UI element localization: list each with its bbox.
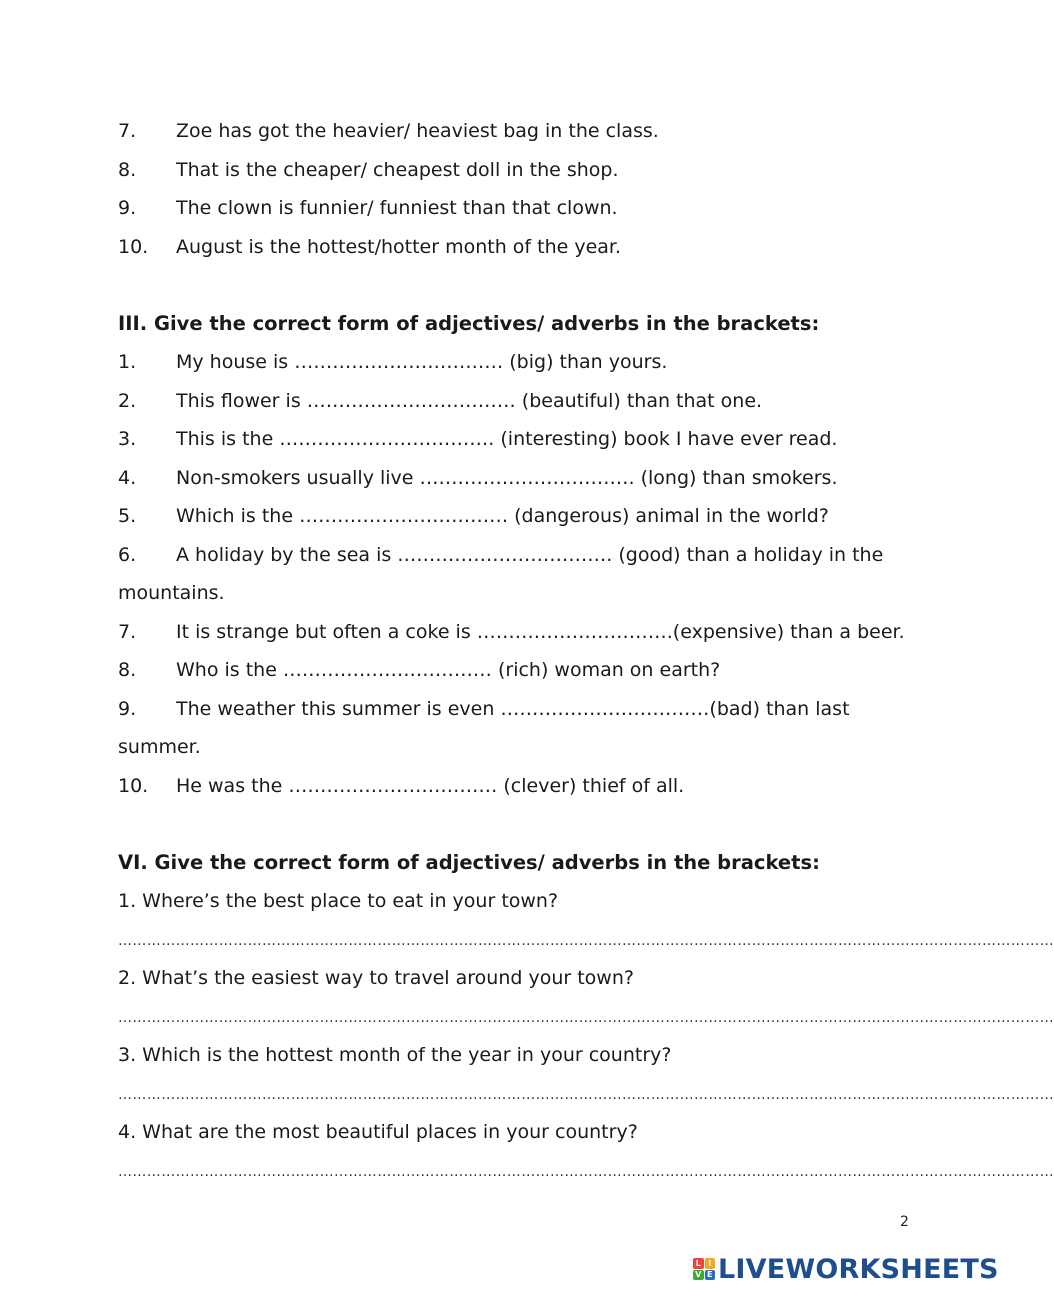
item-text: That is the cheaper/ cheapest doll in the shop. bbox=[176, 159, 619, 181]
item-text: Non-smokers usually live ……………………………. (long) than smokers. bbox=[176, 467, 838, 489]
item-text: This is the ……………………………. (interesting) book I have ever read. bbox=[176, 428, 838, 450]
item-text: Who is the …………………………… (rich) woman on earth? bbox=[176, 659, 721, 681]
item-number: 8. bbox=[118, 159, 137, 181]
page-number: 2 bbox=[900, 1214, 909, 1230]
logo-tile-e: E bbox=[705, 1270, 716, 1281]
logo-tile-v: V bbox=[693, 1270, 704, 1281]
section-vi-heading: VI. Give the correct form of adjectives/ adverbs in the brackets: bbox=[118, 851, 820, 874]
item-text: My house is …………………………… (big) than yours. bbox=[176, 351, 668, 373]
answer-line-3: …………………………………………………………………………………………………………………………………………………………………………… bbox=[118, 1087, 1054, 1103]
vi-question-4: 4. What are the most beautiful places in your country? bbox=[118, 1121, 638, 1143]
item-text: mountains. bbox=[118, 582, 225, 604]
iii-item-10 bbox=[118, 774, 684, 798]
item-text: This flower is …………………………… (beautiful) than that one. bbox=[176, 390, 763, 412]
iii-item-4 bbox=[118, 466, 838, 490]
iii-item-3 bbox=[118, 427, 837, 451]
item-number: 3. bbox=[118, 428, 137, 450]
prev-item-9 bbox=[118, 196, 618, 220]
iii-item-9 bbox=[118, 697, 850, 721]
iii-item-6 bbox=[118, 543, 883, 567]
vi-question-2: 2. What’s the easiest way to travel around your town? bbox=[118, 967, 634, 989]
prev-item-7 bbox=[118, 119, 659, 143]
item-number: 7. bbox=[118, 120, 137, 142]
item-text: He was the …………………………… (clever) thief of all. bbox=[176, 775, 685, 797]
vi-question-3: 3. Which is the hottest month of the year in your country? bbox=[118, 1044, 672, 1066]
logo-tile-i: I bbox=[705, 1258, 716, 1269]
item-number: 10. bbox=[118, 236, 149, 258]
iii-item-1 bbox=[118, 350, 667, 374]
item-number: 2. bbox=[118, 390, 137, 412]
section-iii-heading: III. Give the correct form of adjectives/ adverbs in the brackets: bbox=[118, 312, 820, 335]
answer-line-2: …………………………………………………………………………………………………………………………………………………………………………… bbox=[118, 1010, 1054, 1026]
item-number: 10. bbox=[118, 775, 149, 797]
item-number: 9. bbox=[118, 197, 137, 219]
iii-item-8 bbox=[118, 658, 720, 682]
iii-item-9-continuation bbox=[118, 735, 201, 759]
item-number: 5. bbox=[118, 505, 137, 527]
prev-item-10 bbox=[118, 235, 621, 259]
item-text: summer. bbox=[118, 736, 201, 758]
liveworksheets-logo[interactable] bbox=[693, 1252, 999, 1286]
item-text: August is the hottest/hotter month of the year. bbox=[176, 236, 622, 258]
item-number: 7. bbox=[118, 621, 137, 643]
item-number: 8. bbox=[118, 659, 137, 681]
item-text: Zoe has got the heavier/ heaviest bag in the class. bbox=[176, 120, 659, 142]
iii-item-2 bbox=[118, 389, 762, 413]
liveworksheets-logo-icon bbox=[693, 1258, 715, 1280]
item-text: The clown is funnier/ funniest than that clown. bbox=[176, 197, 618, 219]
item-text: The weather this summer is even ……………………………(bad) than last bbox=[176, 698, 850, 720]
item-number: 1. bbox=[118, 351, 137, 373]
item-number: 9. bbox=[118, 698, 137, 720]
logo-text: LIVEWORKSHEETS bbox=[718, 1253, 999, 1285]
answer-line-4: …………………………………………………………………………………………………………………………………………………………………………… bbox=[118, 1164, 1054, 1180]
vi-question-1: 1. Where’s the best place to eat in your town? bbox=[118, 890, 559, 912]
iii-item-6-continuation bbox=[118, 581, 225, 605]
iii-item-7 bbox=[118, 620, 905, 644]
item-number: 4. bbox=[118, 467, 137, 489]
item-text: It is strange but often a coke is ………………………….(expensive) than a beer. bbox=[176, 621, 905, 643]
item-text: A holiday by the sea is ……………………………. (good) than a holiday in the bbox=[176, 544, 884, 566]
iii-item-5 bbox=[118, 504, 829, 528]
item-number: 6. bbox=[118, 544, 137, 566]
item-text: Which is the …………………………… (dangerous) animal in the world? bbox=[176, 505, 829, 527]
logo-tile-l: L bbox=[693, 1258, 704, 1269]
answer-line-1: …………………………………………………………………………………………………………………………………………………………………………… bbox=[118, 933, 1054, 949]
prev-item-8 bbox=[118, 158, 619, 182]
